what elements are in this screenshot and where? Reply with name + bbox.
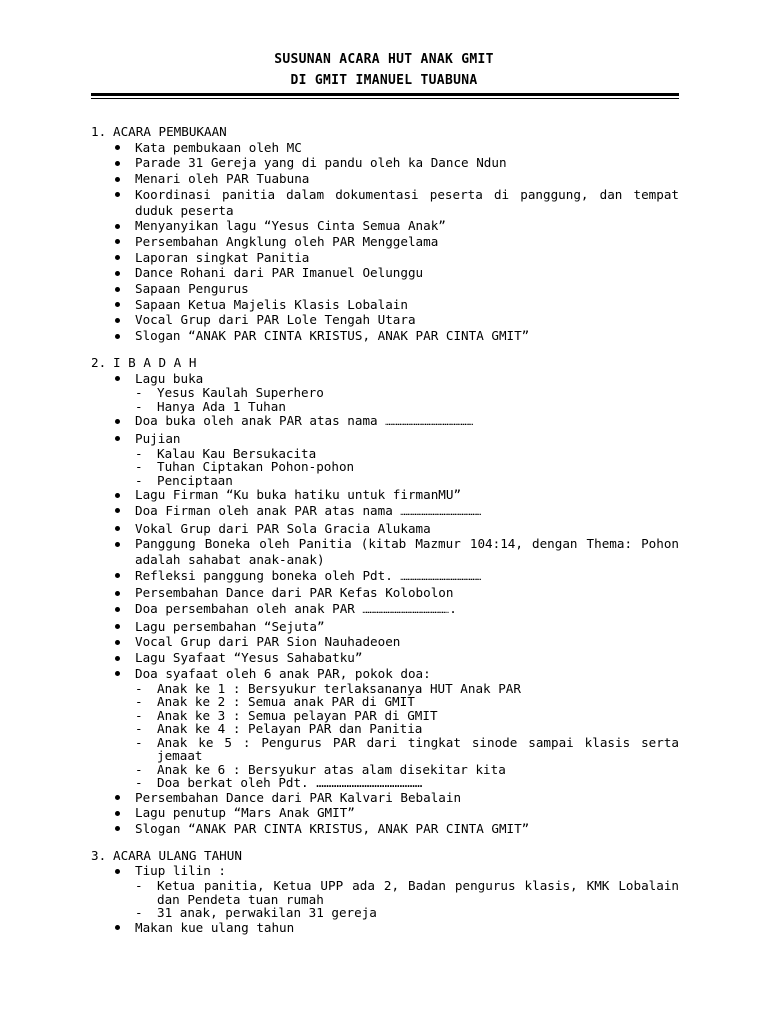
agenda-item bbox=[91, 503, 679, 521]
agenda-item bbox=[91, 821, 679, 837]
sub-item bbox=[135, 695, 679, 709]
title-divider-thick bbox=[91, 93, 679, 96]
agenda-item-text bbox=[135, 250, 679, 266]
agenda-item-label: Lagu Syafaat “Yesus Sahabatku” bbox=[135, 650, 363, 666]
agenda-item bbox=[91, 218, 679, 234]
section-heading bbox=[91, 848, 679, 864]
section-number: 1. bbox=[91, 124, 107, 139]
agenda-item-text bbox=[135, 413, 679, 431]
agenda-item bbox=[91, 601, 679, 619]
agenda-item bbox=[91, 521, 679, 537]
agenda-item-label: Persembahan Dance dari PAR Kalvari Bebalain bbox=[135, 789, 462, 805]
sub-item-text: Tuhan Ciptakan Pohon-pohon bbox=[157, 459, 355, 475]
section-title: ACARA PEMBUKAAN bbox=[113, 124, 227, 139]
agenda-item-label: Doa persembahan oleh anak PAR bbox=[135, 601, 363, 617]
agenda-item-tail: . bbox=[449, 601, 457, 617]
section-title: ACARA ULANG TAHUN bbox=[113, 847, 242, 863]
agenda-item bbox=[91, 790, 679, 806]
agenda-item-text bbox=[135, 371, 679, 387]
sub-item bbox=[135, 386, 679, 400]
sub-item-text: 31 anak, perwakilan 31 gereja bbox=[157, 905, 377, 921]
agenda-item-text bbox=[135, 568, 679, 586]
agenda-item-text bbox=[135, 503, 679, 521]
agenda-item bbox=[91, 250, 679, 266]
agenda-item bbox=[91, 187, 679, 218]
agenda-item bbox=[91, 568, 679, 586]
dash-icon: - bbox=[135, 761, 143, 777]
agenda-item-label: Parade 31 Gereja yang di pandu oleh ka Dance Ndun bbox=[135, 155, 507, 171]
sub-list bbox=[135, 879, 679, 920]
dash-icon: - bbox=[135, 385, 143, 401]
agenda-item bbox=[91, 805, 679, 821]
title-divider-thin bbox=[91, 98, 679, 99]
agenda-item-text bbox=[135, 536, 679, 567]
sub-item bbox=[135, 460, 679, 474]
agenda-item bbox=[91, 234, 679, 250]
dash-icon: - bbox=[135, 878, 143, 894]
agenda-item-label: Sapaan Pengurus bbox=[135, 281, 249, 297]
dash-icon: - bbox=[135, 721, 143, 737]
sub-item bbox=[135, 776, 679, 790]
agenda-item-text bbox=[135, 155, 679, 171]
agenda-list bbox=[91, 140, 679, 344]
agenda-item-text bbox=[135, 297, 679, 313]
agenda-item bbox=[91, 431, 679, 487]
dash-icon: - bbox=[135, 694, 143, 710]
agenda-item-label: Koordinasi panitia dalam dokumentasi peserta di panggung, dan tempat duduk peserta bbox=[135, 186, 679, 218]
agenda-item-text bbox=[135, 805, 679, 821]
sub-list bbox=[135, 682, 679, 790]
agenda-item-label: Refleksi panggung boneka oleh Pdt. bbox=[135, 567, 401, 583]
sub-item bbox=[135, 763, 679, 777]
agenda-item-label: Menari oleh PAR Tuabuna bbox=[135, 171, 310, 187]
dash-icon: - bbox=[135, 905, 143, 921]
agenda-item-text bbox=[135, 234, 679, 250]
agenda-content bbox=[91, 124, 679, 946]
section-2 bbox=[91, 355, 679, 837]
agenda-item bbox=[91, 140, 679, 156]
agenda-item bbox=[91, 863, 679, 919]
agenda-item-label: Slogan “ANAK PAR CINTA KRISTUS, ANAK PAR CINTA GMIT” bbox=[135, 328, 530, 344]
section-1 bbox=[91, 124, 679, 344]
agenda-item-label: Sapaan Ketua Majelis Klasis Lobalain bbox=[135, 296, 408, 312]
sub-item bbox=[135, 682, 679, 696]
agenda-item-label: Persembahan Angklung oleh PAR Menggelama bbox=[135, 233, 439, 249]
agenda-item bbox=[91, 585, 679, 601]
section-number: 2. bbox=[91, 354, 107, 370]
agenda-item-text bbox=[135, 821, 679, 837]
name-placeholder-dots: ……………………………………………………………. bbox=[362, 606, 450, 616]
section-heading bbox=[91, 124, 679, 140]
agenda-item bbox=[91, 536, 679, 567]
agenda-item-text bbox=[135, 634, 679, 650]
agenda-item-label: Lagu Firman “Ku buka hatiku untuk firmanMU” bbox=[135, 487, 462, 503]
agenda-item-label: Kata pembukaan oleh MC bbox=[135, 139, 302, 155]
agenda-item-label: Doa Firman oleh anak PAR atas nama bbox=[135, 502, 401, 518]
agenda-item-label: Lagu penutup “Mars Anak GMIT” bbox=[135, 805, 355, 821]
sub-list bbox=[135, 386, 679, 413]
agenda-item-text bbox=[135, 218, 679, 234]
agenda-item bbox=[91, 413, 679, 431]
agenda-item-text bbox=[135, 140, 679, 156]
agenda-item-text bbox=[135, 585, 679, 601]
agenda-item bbox=[91, 297, 679, 313]
sub-item bbox=[135, 474, 679, 488]
sub-list bbox=[135, 447, 679, 488]
agenda-item-label: Vocal Grup dari PAR Sion Nauhadeoen bbox=[135, 634, 401, 650]
agenda-item bbox=[91, 265, 679, 281]
sub-item-text: Anak ke 4 : Pelayan PAR dan Panitia bbox=[157, 721, 423, 737]
agenda-item-text bbox=[135, 431, 679, 447]
agenda-item-text bbox=[135, 187, 679, 218]
agenda-item-label: Tiup lilin : bbox=[135, 863, 226, 879]
agenda-item-text bbox=[135, 487, 679, 503]
agenda-item bbox=[91, 171, 679, 187]
agenda-item-text bbox=[135, 312, 679, 328]
agenda-item bbox=[91, 281, 679, 297]
agenda-item-label: Lagu persembahan “Sejuta” bbox=[135, 618, 325, 634]
agenda-item bbox=[91, 619, 679, 635]
agenda-item bbox=[91, 650, 679, 666]
name-placeholder-dots: ………………………………………………………… bbox=[400, 507, 480, 517]
agenda-item-label: Vocal Grup dari PAR Lole Tengah Utara bbox=[135, 312, 416, 328]
agenda-item-text bbox=[135, 650, 679, 666]
section-number: 3. bbox=[91, 847, 107, 863]
agenda-item-label: Vokal Grup dari PAR Sola Gracia Alukama bbox=[135, 520, 431, 536]
agenda-item-label: Slogan “ANAK PAR CINTA KRISTUS, ANAK PAR CINTA GMIT” bbox=[135, 820, 530, 836]
dash-icon: - bbox=[135, 459, 143, 475]
agenda-item-label: Menyanyikan lagu “Yesus Cinta Semua Anak” bbox=[135, 218, 446, 234]
dash-icon: - bbox=[135, 398, 143, 414]
agenda-item-text bbox=[135, 619, 679, 635]
agenda-item-text bbox=[135, 521, 679, 537]
agenda-item-label: Laporan singkat Panitia bbox=[135, 249, 310, 265]
sub-item-text: Hanya Ada 1 Tuhan bbox=[157, 398, 286, 414]
agenda-item bbox=[91, 312, 679, 328]
agenda-item-label: Makan kue ulang tahun bbox=[135, 919, 295, 935]
agenda-item bbox=[91, 666, 679, 790]
sub-item-text: Anak ke 6 : Bersyukur atas alam disekitar kita bbox=[157, 761, 506, 777]
agenda-item bbox=[91, 920, 679, 936]
agenda-item-label: Lagu buka bbox=[135, 370, 204, 386]
section-title: I B A D A H bbox=[113, 354, 197, 370]
agenda-item-label: Pujian bbox=[135, 430, 181, 446]
agenda-item bbox=[91, 155, 679, 171]
sub-item-text: Kalau Kau Bersukacita bbox=[157, 445, 317, 461]
dash-icon: - bbox=[135, 445, 143, 461]
section-heading bbox=[91, 355, 679, 371]
name-placeholder-dots: ……………………………………………………………… bbox=[385, 418, 473, 428]
sub-item-text: Anak ke 2 : Semua anak PAR di GMIT bbox=[157, 694, 415, 710]
dash-icon: - bbox=[135, 734, 143, 750]
sub-item bbox=[135, 447, 679, 461]
agenda-item-text bbox=[135, 171, 679, 187]
agenda-item-label: Doa buka oleh anak PAR atas nama bbox=[135, 413, 386, 429]
agenda-item-text bbox=[135, 328, 679, 344]
document-title-line1: SUSUNAN ACARA HUT ANAK GMIT bbox=[274, 52, 494, 67]
dash-icon: - bbox=[135, 707, 143, 723]
agenda-item-label: Persembahan Dance dari PAR Kefas Kolobolon bbox=[135, 585, 454, 601]
agenda-item-label: Dance Rohani dari PAR Imanuel Oelunggu bbox=[135, 265, 424, 281]
sub-item-text: Penciptaan bbox=[157, 472, 233, 488]
section-3 bbox=[91, 848, 679, 936]
agenda-item-text bbox=[135, 265, 679, 281]
sub-item bbox=[135, 400, 679, 414]
dash-icon: - bbox=[135, 680, 143, 696]
agenda-item-label: Panggung Boneka oleh Panitia (kitab Mazmur 104:14, dengan Thema: Pohon adalah sahabat anak-anak) bbox=[135, 536, 679, 567]
sub-item bbox=[135, 906, 679, 920]
agenda-list bbox=[91, 863, 679, 935]
agenda-item-text bbox=[135, 601, 679, 619]
sub-item bbox=[135, 879, 679, 906]
sub-item bbox=[135, 722, 679, 736]
agenda-item-text bbox=[135, 666, 679, 682]
agenda-item-text bbox=[135, 790, 679, 806]
dash-icon: - bbox=[135, 775, 143, 791]
sub-item bbox=[135, 709, 679, 723]
sub-item-text: Doa berkat oleh Pdt. …………………………………… bbox=[157, 775, 423, 791]
sub-item-text: Yesus Kaulah Superhero bbox=[157, 385, 324, 401]
agenda-item-text bbox=[135, 281, 679, 297]
document-title-line2: DI GMIT IMANUEL TUABUNA bbox=[290, 73, 478, 88]
agenda-item-text bbox=[135, 920, 679, 936]
agenda-item bbox=[91, 634, 679, 650]
agenda-item bbox=[91, 371, 679, 414]
sub-item-text: Anak ke 5 : Pengurus PAR dari tingkat sinode sampai klasis serta jemaat bbox=[157, 734, 679, 764]
agenda-item bbox=[91, 487, 679, 503]
sub-item-text: Anak ke 1 : Bersyukur terlaksananya HUT Anak PAR bbox=[157, 680, 521, 696]
dash-icon: - bbox=[135, 472, 143, 488]
agenda-list bbox=[91, 371, 679, 837]
agenda-item bbox=[91, 328, 679, 344]
sub-item bbox=[135, 736, 679, 763]
name-placeholder-dots: ………………………………………………………… bbox=[400, 572, 480, 582]
sub-item-text: Anak ke 3 : Semua pelayan PAR di GMIT bbox=[157, 707, 438, 723]
agenda-item-text bbox=[135, 863, 679, 879]
agenda-item-label: Doa syafaat oleh 6 anak PAR, pokok doa: bbox=[135, 665, 431, 681]
sub-item-text: Ketua panitia, Ketua UPP ada 2, Badan pengurus klasis, KMK Lobalain dan Pendeta tuan rumah bbox=[157, 878, 679, 907]
